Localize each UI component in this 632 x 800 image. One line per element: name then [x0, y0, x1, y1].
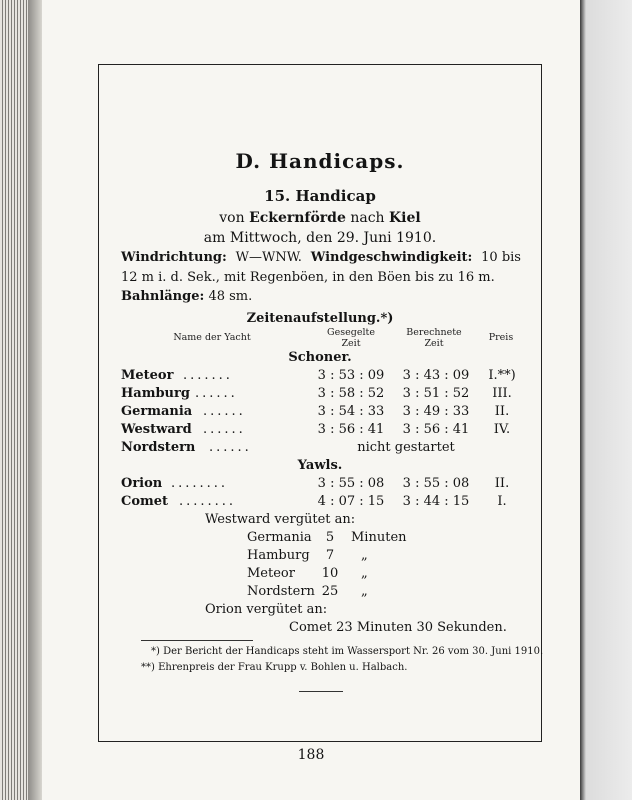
route-mid: nach	[350, 210, 385, 226]
prize: II.	[494, 476, 510, 491]
allowance-value: 7	[325, 548, 335, 563]
sailed-time: 3 : 54 : 33	[317, 404, 385, 419]
prize: I.	[497, 494, 507, 509]
allowance-unit: „	[361, 548, 368, 563]
wind-line-2: 12 m i. d. Sek., mit Regenböen, in den Böen bis zu 16 m.	[121, 270, 495, 285]
schooners-heading: Schoner.	[288, 350, 352, 365]
orion-allowance-heading: Orion vergütet an:	[205, 602, 328, 617]
yawl-name: Comet	[121, 494, 169, 509]
course-length-label: Bahnlänge:	[121, 289, 205, 304]
allowance-unit: „	[361, 566, 368, 581]
sailed-time: 3 : 56 : 41	[317, 422, 385, 437]
schooner-name: Meteor	[121, 368, 174, 383]
allowance-yacht: Hamburg	[247, 548, 310, 563]
schooner-name: Nordstern	[121, 440, 196, 455]
page-gutter-shadow	[28, 0, 42, 800]
not-started-note: nicht gestartet	[357, 440, 455, 455]
calculated-time: 3 : 43 : 09	[402, 368, 470, 383]
footnote-1: *) Der Bericht der Handicaps steht im Wassersport Nr. 26 vom 30. Juni 1910.	[151, 646, 544, 657]
calculated-time: 3 : 56 : 41	[402, 422, 470, 437]
allowance-yacht: Meteor	[247, 566, 295, 581]
route-to: Kiel	[389, 210, 421, 226]
schooner-name: Germania	[121, 404, 193, 419]
dot-leader: ........	[171, 476, 229, 491]
calculated-time: 3 : 55 : 08	[402, 476, 470, 491]
section-title: 15. Handicap	[264, 187, 376, 205]
race-date: am Mittwoch, den 29. Juni 1910.	[203, 230, 437, 246]
route-line	[99, 211, 541, 225]
sailed-time: 3 : 53 : 09	[317, 368, 385, 383]
dot-leader: ......	[203, 422, 246, 437]
calculated-time: 3 : 44 : 15	[402, 494, 470, 509]
table-title: Zeitenaufstellung.*)	[246, 311, 394, 326]
allowance-unit: „	[361, 584, 368, 599]
prize: III.	[492, 386, 512, 401]
dot-leader: ........	[179, 494, 237, 509]
header-name: Name der Yacht	[173, 332, 251, 343]
sailed-time: 3 : 58 : 52	[317, 386, 385, 401]
schooner-name: Hamburg	[121, 386, 190, 401]
sailed-time: 4 : 07 : 15	[317, 494, 385, 509]
header-calculated: Berechnete Zeit	[406, 327, 462, 349]
prize: I.**)	[488, 368, 516, 383]
prize: IV.	[493, 422, 511, 437]
wind-direction-label: Windrichtung:	[121, 250, 227, 265]
dot-leader: .......	[183, 368, 233, 383]
wind-speed-label: Windgeschwindigkeit:	[310, 250, 473, 265]
page-stack-edge	[0, 0, 28, 800]
book-page	[42, 0, 580, 800]
chapter-title: D. Handicaps.	[235, 149, 405, 173]
header-prize: Preis	[488, 332, 514, 343]
route-from: Eckernförde	[249, 210, 346, 226]
header-sailed: Gesegelte Zeit	[327, 327, 375, 349]
calculated-time: 3 : 51 : 52	[402, 386, 470, 401]
sailed-time: 3 : 55 : 08	[317, 476, 385, 491]
wind-direction-value: W—WNW.	[235, 250, 302, 265]
allowance-unit: Minuten	[351, 530, 407, 545]
dot-leader: ......	[195, 386, 238, 401]
yawls-heading: Yawls.	[297, 458, 343, 473]
route-prefix: von	[219, 210, 245, 226]
dot-leader: ......	[203, 404, 246, 419]
orion-allowance-item: Comet 23 Minuten 30 Sekunden.	[289, 620, 507, 635]
course-length-line	[121, 290, 521, 303]
allowance-value: 10	[321, 566, 339, 581]
footnote-rule	[141, 640, 253, 641]
schooner-name: Westward	[121, 422, 192, 437]
closing-rule	[299, 691, 343, 692]
allowance-yacht: Nordstern	[247, 584, 315, 599]
dot-leader: ......	[209, 440, 252, 455]
course-length-value: 48 sm.	[208, 289, 253, 304]
allowance-value: 5	[325, 530, 335, 545]
westward-allowance-heading: Westward vergütet an:	[205, 512, 356, 527]
yawl-name: Orion	[121, 476, 163, 491]
allowance-value: 25	[321, 584, 339, 599]
page-frame	[98, 64, 542, 742]
allowance-yacht: Germania	[247, 530, 312, 545]
page-number: 188	[297, 747, 325, 763]
calculated-time: 3 : 49 : 33	[402, 404, 470, 419]
prize: II.	[494, 404, 510, 419]
footnote-2: **) Ehrenpreis der Frau Krupp v. Bohlen u. Halbach.	[141, 662, 408, 673]
facing-page-edge	[580, 0, 632, 800]
wind-line-1	[121, 251, 521, 264]
wind-speed-value: 10 bis	[481, 250, 521, 265]
